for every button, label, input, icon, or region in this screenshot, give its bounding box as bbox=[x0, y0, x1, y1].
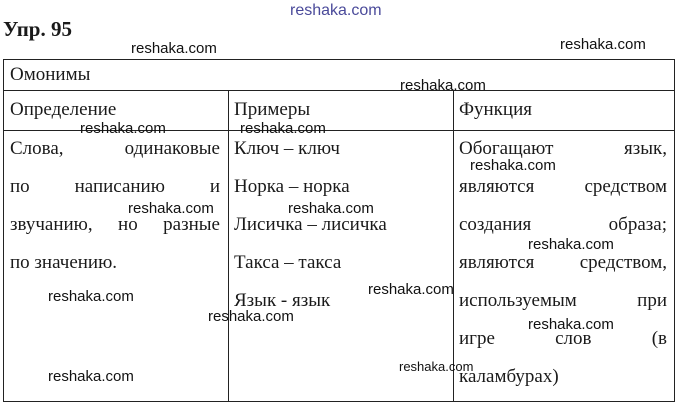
example-pair: Норка – норка bbox=[234, 176, 350, 197]
example-pair: Ключ – ключ bbox=[234, 138, 340, 159]
column-header-examples: Примеры bbox=[234, 99, 311, 120]
watermark: reshaka.com bbox=[48, 368, 134, 385]
examples-cell bbox=[234, 137, 444, 327]
example-pair: Язык - язык bbox=[234, 290, 331, 311]
function-line: используемым при bbox=[459, 290, 667, 311]
definition-line: по написанию и bbox=[10, 176, 220, 197]
watermark: reshaka.com bbox=[288, 200, 374, 217]
watermark: reshaka.com bbox=[48, 288, 134, 305]
watermark: reshaka.com bbox=[128, 200, 214, 217]
homonyms-table bbox=[3, 59, 675, 402]
column-divider bbox=[228, 90, 229, 401]
function-line: Обогащают язык, bbox=[459, 138, 667, 159]
watermark: reshaka.com bbox=[208, 308, 294, 325]
column-header-definition: Определение bbox=[10, 99, 117, 120]
column-header-function: Функция bbox=[459, 99, 532, 120]
column-divider bbox=[453, 90, 454, 401]
watermark: reshaka.com bbox=[399, 359, 474, 374]
watermark: reshaka.com bbox=[80, 120, 166, 137]
function-line: являются средством, bbox=[459, 252, 667, 273]
definition-line: звучанию, но разные bbox=[10, 214, 220, 235]
watermark: reshaka.com bbox=[528, 316, 614, 333]
table-divider bbox=[4, 90, 674, 91]
watermark: reshaka.com bbox=[368, 281, 454, 298]
example-pair: Такса – такса bbox=[234, 252, 342, 273]
watermark: reshaka.com bbox=[131, 40, 217, 57]
watermark: reshaka.com bbox=[560, 36, 646, 53]
function-line: создания образа; bbox=[459, 214, 667, 235]
watermark: reshaka.com bbox=[470, 157, 556, 174]
definition-line: по значению. bbox=[10, 252, 118, 273]
exercise-title: Упр. 95 bbox=[3, 17, 72, 41]
watermark: reshaka.com bbox=[528, 236, 614, 253]
function-line: каламбурах) bbox=[459, 366, 559, 387]
definition-line: Слова, одинаковые bbox=[10, 138, 220, 159]
function-line: являются средством bbox=[459, 176, 667, 197]
function-cell bbox=[459, 137, 667, 403]
site-brand[interactable]: reshaka.com bbox=[290, 2, 382, 19]
table-heading: Омонимы bbox=[10, 64, 91, 85]
example-pair: Лисичка – лисичка bbox=[234, 214, 387, 235]
function-line: игре слов (в bbox=[459, 328, 667, 349]
watermark: reshaka.com bbox=[400, 77, 486, 94]
watermark: reshaka.com bbox=[240, 120, 326, 137]
